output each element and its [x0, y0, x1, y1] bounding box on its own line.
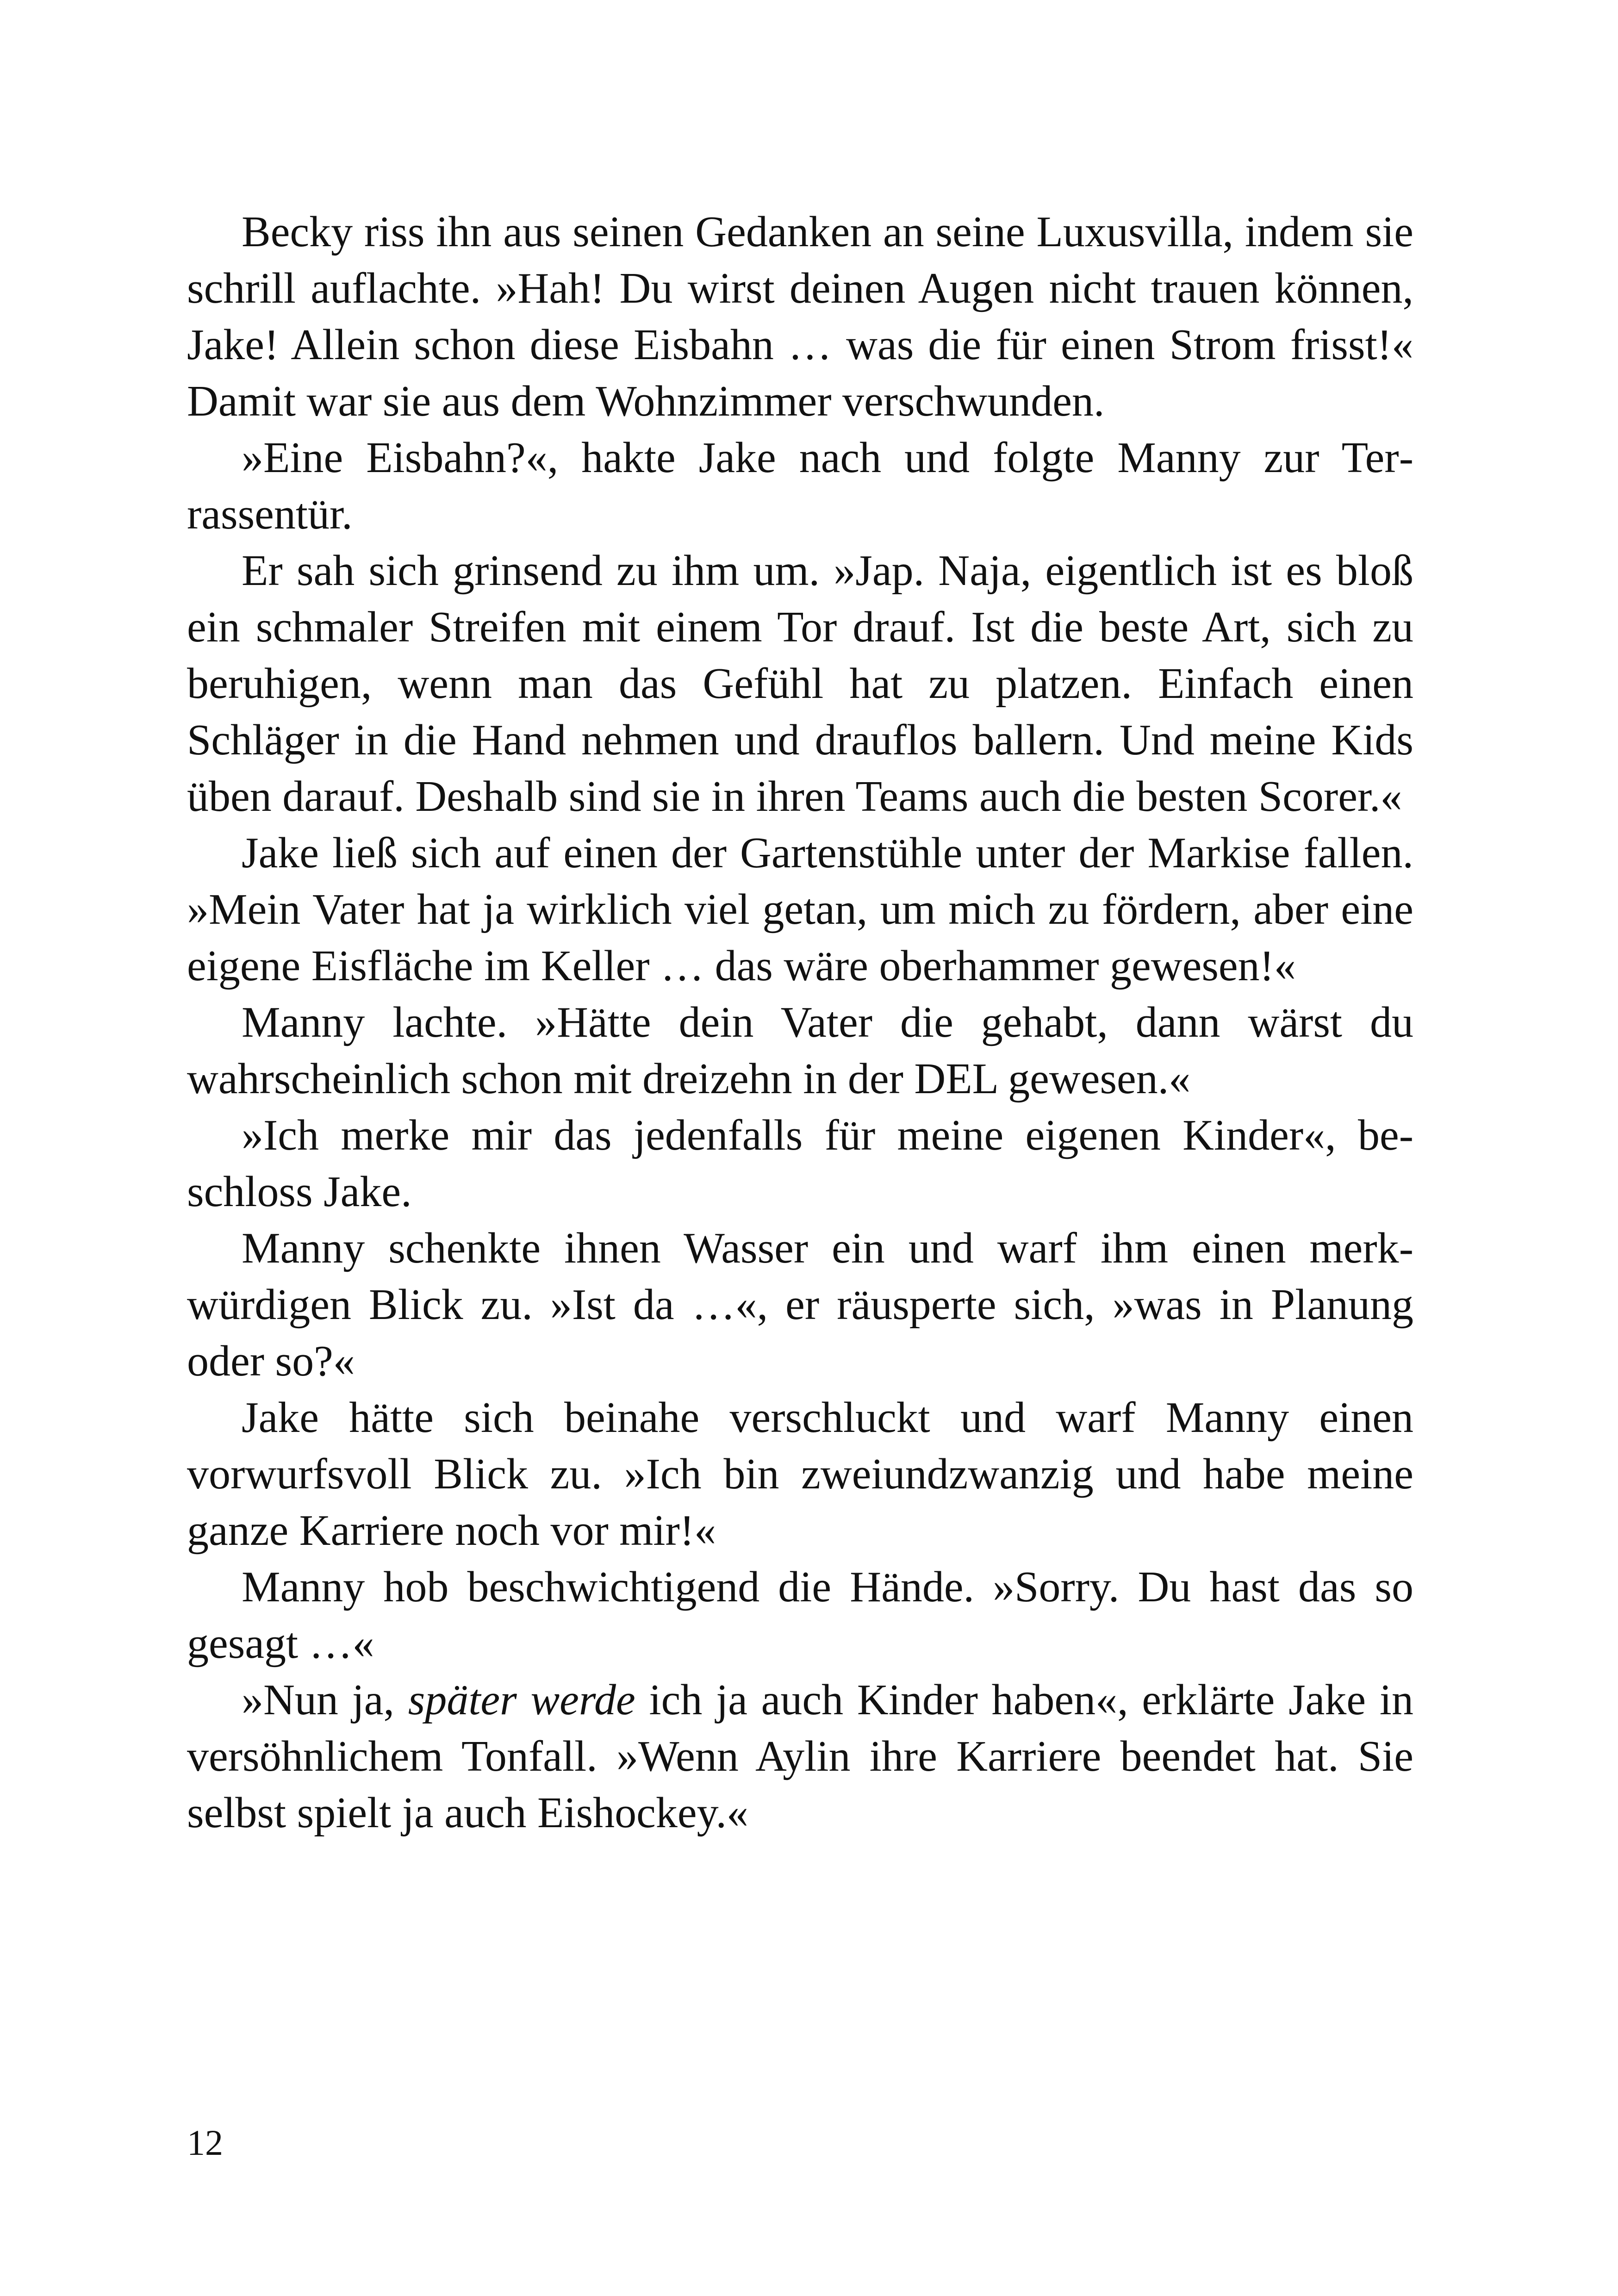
paragraph-5: Manny lachte. »Hätte dein Vater die gehabt, dann wärst du wahrscheinlich schon mit dreizehn in der DEL gewesen.«	[187, 998, 1413, 1103]
paragraph-1: Becky riss ihn aus seinen Gedanken an seine Luxusvilla, indem sie schrill auflachte. »Hah! Du wirst deinen Augen nicht trauen können, Jake! Allein schon diese Eisbahn … was die für einen Strom frisst!« Damit war sie aus dem Wohnzimmer verschwunden.	[187, 208, 1413, 425]
paragraph-4: Jake ließ sich auf einen der Gartenstühle unter der Markise fallen. »Mein Vater hat ja wirklich viel getan, um mich zu fördern, aber eine eigene Eisfläche im Keller … das wäre oberhammer gewesen!«	[187, 829, 1413, 990]
page-number: 12	[187, 2122, 223, 2163]
paragraph-10-start: »Nun ja,	[242, 1676, 408, 1724]
paragraph-10-emphasis: später werde	[408, 1676, 635, 1724]
paragraph-9: Manny hob beschwichtigend die Hände. »Sorry. Du hast das so gesagt …«	[187, 1563, 1413, 1668]
body-text	[187, 204, 1413, 1841]
paragraph-3: Er sah sich grinsend zu ihm um. »Jap. Naja, eigentlich ist es bloß ein schmaler Streifen mit einem Tor drauf. Ist die beste Art, sich zu beruhigen, wenn man das Gefühl hat zu platzen. Einfach einen Schläger in die Hand nehmen und drauflos ballern. Und meine Kids üben darauf. Deshalb sind sie in ihren Teams auch die besten Scorer.«	[187, 547, 1413, 821]
paragraph-6: »Ich merke mir das jedenfalls für meine eigenen Kinder«, beschloss Jake.	[187, 1111, 1413, 1216]
paragraph-8: Jake hätte sich beinahe verschluckt und warf Manny einen vorwurfsvoll Blick zu. »Ich bin zweiundzwanzig und habe meine ganze Karriere noch vor mir!«	[187, 1394, 1413, 1555]
paragraph-10	[187, 1672, 1413, 1841]
paragraph-7: Manny schenkte ihnen Wasser ein und warf ihm einen merkwürdigen Blick zu. »Ist da …«, er räusperte sich, »was in Planung oder so?«	[187, 1224, 1413, 1385]
paragraph-2: »Eine Eisbahn?«, hakte Jake nach und folgte Manny zur Terrassentür.	[187, 434, 1413, 538]
paragraph-10-end: ich ja auch Kinder haben«, erklärte Jake in versöhnlichem Tonfall. »Wenn Aylin ihre Karriere beendet hat. Sie selbst spielt ja auch Eishockey.«	[187, 1676, 1413, 1837]
